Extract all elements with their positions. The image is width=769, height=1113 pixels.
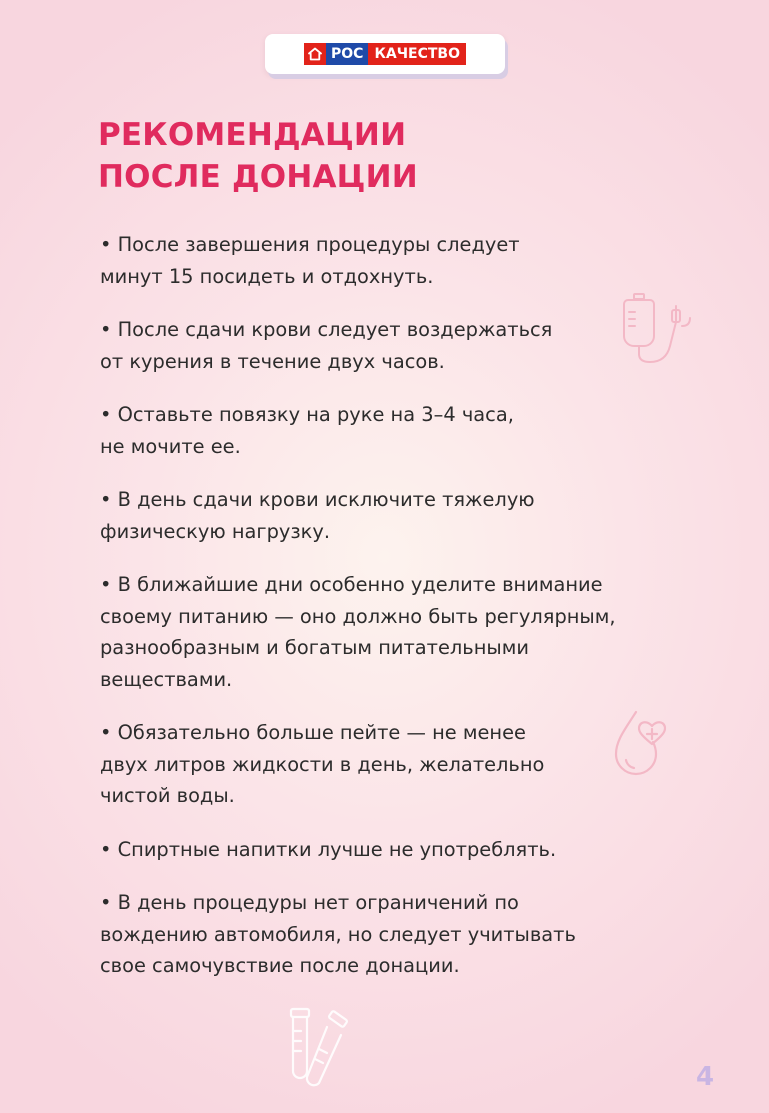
logo-text-kachestvo: КАЧЕСТВО <box>368 43 466 65</box>
list-item-line: двух литров жидкости в день, желательно <box>100 752 545 776</box>
list-item-line: физическую нагрузку. <box>100 519 331 543</box>
page-number: 4 <box>696 1062 715 1092</box>
recommendations-list <box>100 229 660 1004</box>
page-title-line-2: ПОСЛЕ ДОНАЦИИ <box>98 159 418 195</box>
list-item <box>100 887 660 982</box>
page-title <box>98 114 418 198</box>
list-item-line: от курения в течение двух часов. <box>100 349 445 373</box>
list-item-line: • После завершения процедуры следует <box>100 233 520 256</box>
list-item <box>100 399 660 462</box>
blood-bag-drip-icon <box>620 292 698 364</box>
test-tubes-icon <box>285 1005 361 1091</box>
list-item-line: своему питанию — оно должно быть регулярным, <box>100 604 616 628</box>
list-item-line: вождению автомобиля, но следует учитывать <box>100 922 576 946</box>
list-item-line: не мочите ее. <box>100 434 241 458</box>
brand-logo-tab <box>265 34 505 74</box>
list-item-line: • В ближайшие дни особенно уделите внимание <box>100 573 603 596</box>
list-item-line: свое самочувствие после донации. <box>100 954 460 977</box>
list-item-line: • После сдачи крови следует воздержаться <box>100 318 553 341</box>
list-item-line: • В день сдачи крови исключите тяжелую <box>100 488 535 511</box>
list-item-line: минут 15 посидеть и отдохнуть. <box>100 264 434 288</box>
list-item <box>100 314 660 377</box>
house-icon <box>304 43 326 65</box>
list-item <box>100 569 660 695</box>
list-item-line: веществами. <box>100 667 233 691</box>
list-item-line: • Обязательно больше пейте — не менее <box>100 721 526 744</box>
roskachestvo-logo <box>304 43 466 65</box>
list-item <box>100 229 660 292</box>
list-item-line: чистой воды. <box>100 784 235 807</box>
logo-text-ros: РОС <box>326 43 368 65</box>
list-item <box>100 834 660 866</box>
list-item <box>100 484 660 547</box>
list-item-line: разнообразным и богатым питательными <box>100 636 529 659</box>
page-title-line-1: РЕКОМЕНДАЦИИ <box>98 117 407 153</box>
blood-drop-heart-icon <box>612 708 676 782</box>
list-item-line: • В день процедуры нет ограничений по <box>100 891 519 914</box>
list-item-line: • Оставьте повязку на руке на 3–4 часа, <box>100 403 514 426</box>
list-item <box>100 717 660 812</box>
list-item-line: • Спиртные напитки лучше не употреблять. <box>100 837 557 861</box>
